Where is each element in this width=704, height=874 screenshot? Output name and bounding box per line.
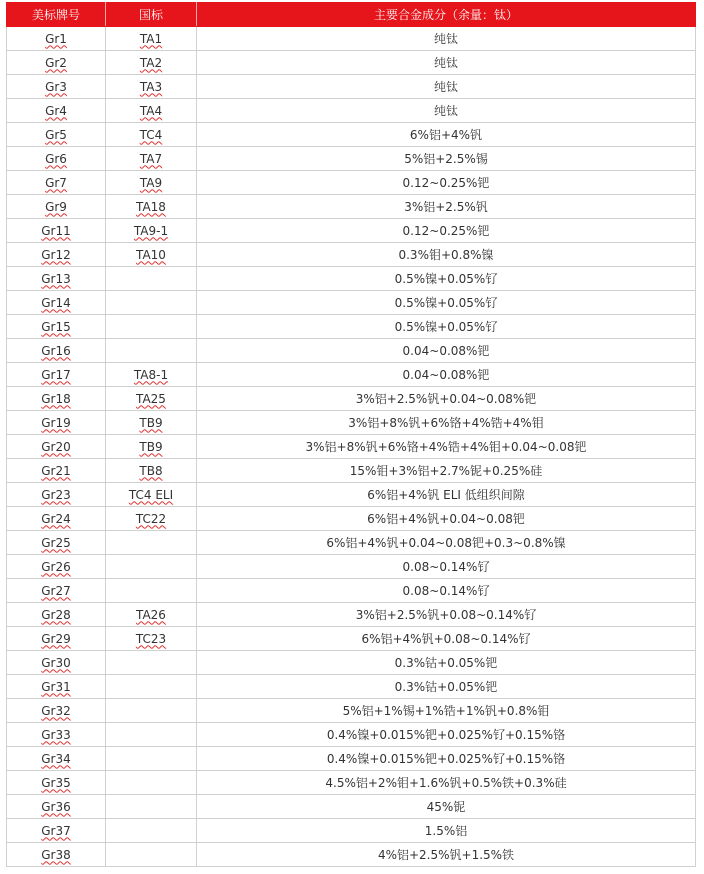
composition-cell: 6%铝+4%钒+0.04~0.08钯+0.3~0.8%镍 xyxy=(197,531,696,555)
table-row xyxy=(7,51,696,75)
table-row xyxy=(7,507,696,531)
composition-cell: 0.04~0.08%钯 xyxy=(197,339,696,363)
us-grade-text: Gr1 xyxy=(45,31,67,46)
composition-cell: 0.3%钴+0.05%钯 xyxy=(197,675,696,699)
us-grade-cell xyxy=(7,291,106,315)
cn-standard-text: TB9 xyxy=(139,415,163,430)
us-grade-cell xyxy=(7,651,106,675)
us-grade-cell xyxy=(7,219,106,243)
header-composition: 主要合金成分（余量：钛） xyxy=(197,3,696,27)
us-grade-text: Gr9 xyxy=(45,199,67,214)
composition-cell: 纯钛 xyxy=(197,51,696,75)
cn-standard-cell xyxy=(106,123,197,147)
cn-standard-text: TC4 xyxy=(139,127,163,142)
us-grade-text: Gr28 xyxy=(41,607,71,622)
cn-standard-cell xyxy=(106,291,197,315)
us-grade-cell xyxy=(7,339,106,363)
cn-standard-text: TA1 xyxy=(139,31,163,46)
composition-cell: 3%铝+2.5%钒+0.04~0.08%钯 xyxy=(197,387,696,411)
table-row xyxy=(7,603,696,627)
us-grade-text: Gr37 xyxy=(41,823,71,838)
table-row xyxy=(7,795,696,819)
table-row xyxy=(7,99,696,123)
cn-standard-cell xyxy=(106,219,197,243)
us-grade-text: Gr25 xyxy=(41,535,71,550)
table-row xyxy=(7,771,696,795)
us-grade-cell xyxy=(7,555,106,579)
composition-cell: 3%铝+8%钒+6%铬+4%锆+4%钼 xyxy=(197,411,696,435)
cn-standard-cell xyxy=(106,603,197,627)
table-row xyxy=(7,27,696,51)
us-grade-text: Gr34 xyxy=(41,751,71,766)
us-grade-text: Gr7 xyxy=(45,175,67,190)
table-row xyxy=(7,171,696,195)
cn-standard-cell xyxy=(106,555,197,579)
table-row xyxy=(7,435,696,459)
us-grade-text: Gr24 xyxy=(41,511,71,526)
us-grade-text: Gr35 xyxy=(41,775,71,790)
header-row xyxy=(7,3,696,27)
us-grade-text: Gr29 xyxy=(41,631,71,646)
cn-standard-text: TC22 xyxy=(135,511,167,526)
grade-table-container xyxy=(6,2,695,867)
composition-cell: 6%铝+4%钒 ELI 低组织间隙 xyxy=(197,483,696,507)
us-grade-text: Gr30 xyxy=(41,655,71,670)
cn-standard-text: TA18 xyxy=(136,199,166,214)
us-grade-text: Gr15 xyxy=(41,319,71,334)
us-grade-cell xyxy=(7,51,106,75)
table-row xyxy=(7,651,696,675)
us-grade-cell xyxy=(7,699,106,723)
us-grade-cell xyxy=(7,411,106,435)
us-grade-cell xyxy=(7,315,106,339)
cn-standard-text: TA9-1 xyxy=(133,223,169,238)
cn-standard-text: TC4 ELI xyxy=(128,487,174,502)
table-row xyxy=(7,339,696,363)
us-grade-cell xyxy=(7,843,106,867)
table-row xyxy=(7,195,696,219)
cn-standard-cell xyxy=(106,675,197,699)
composition-cell: 3%铝+2.5%钒 xyxy=(197,195,696,219)
us-grade-cell xyxy=(7,507,106,531)
table-row xyxy=(7,531,696,555)
table-row xyxy=(7,483,696,507)
table-row xyxy=(7,555,696,579)
cn-standard-cell xyxy=(106,507,197,531)
composition-cell: 15%钼+3%铝+2.7%铌+0.25%硅 xyxy=(197,459,696,483)
us-grade-cell xyxy=(7,147,106,171)
composition-cell: 0.4%镍+0.015%钯+0.025%钌+0.15%铬 xyxy=(197,747,696,771)
us-grade-cell xyxy=(7,387,106,411)
titanium-grade-table xyxy=(6,2,696,867)
composition-cell: 45%铌 xyxy=(197,795,696,819)
us-grade-cell xyxy=(7,123,106,147)
cn-standard-cell xyxy=(106,435,197,459)
cn-standard-text: TA8-1 xyxy=(133,367,169,382)
composition-cell: 1.5%铝 xyxy=(197,819,696,843)
composition-cell: 纯钛 xyxy=(197,75,696,99)
cn-standard-cell xyxy=(106,747,197,771)
us-grade-text: Gr6 xyxy=(45,151,67,166)
us-grade-text: Gr26 xyxy=(41,559,71,574)
composition-cell: 0.12~0.25%钯 xyxy=(197,219,696,243)
cn-standard-cell xyxy=(106,171,197,195)
table-row xyxy=(7,267,696,291)
composition-cell: 5%铝+1%锡+1%锆+1%钒+0.8%钼 xyxy=(197,699,696,723)
composition-cell: 0.04~0.08%钯 xyxy=(197,363,696,387)
cn-standard-cell xyxy=(106,147,197,171)
composition-cell: 4.5%铝+2%钼+1.6%钒+0.5%铁+0.3%硅 xyxy=(197,771,696,795)
us-grade-cell xyxy=(7,243,106,267)
us-grade-cell xyxy=(7,459,106,483)
us-grade-cell xyxy=(7,627,106,651)
us-grade-text: Gr18 xyxy=(41,391,71,406)
table-row xyxy=(7,123,696,147)
cn-standard-cell xyxy=(106,699,197,723)
cn-standard-text: TB8 xyxy=(139,463,163,478)
composition-cell: 6%铝+4%钒 xyxy=(197,123,696,147)
cn-standard-text: TA2 xyxy=(139,55,163,70)
table-row xyxy=(7,387,696,411)
cn-standard-cell xyxy=(106,579,197,603)
us-grade-text: Gr32 xyxy=(41,703,71,718)
us-grade-text: Gr36 xyxy=(41,799,71,814)
table-row xyxy=(7,723,696,747)
table-row xyxy=(7,579,696,603)
us-grade-cell xyxy=(7,675,106,699)
cn-standard-cell xyxy=(106,51,197,75)
us-grade-cell xyxy=(7,171,106,195)
composition-cell: 0.3%钼+0.8%镍 xyxy=(197,243,696,267)
us-grade-cell xyxy=(7,795,106,819)
table-row xyxy=(7,147,696,171)
cn-standard-cell xyxy=(106,651,197,675)
composition-cell: 0.5%镍+0.05%钌 xyxy=(197,315,696,339)
cn-standard-cell xyxy=(106,339,197,363)
cn-standard-cell xyxy=(106,267,197,291)
cn-standard-cell xyxy=(106,99,197,123)
us-grade-cell xyxy=(7,603,106,627)
table-header xyxy=(7,3,696,27)
cn-standard-cell xyxy=(106,411,197,435)
table-row xyxy=(7,411,696,435)
table-row xyxy=(7,627,696,651)
us-grade-cell xyxy=(7,819,106,843)
cn-standard-cell xyxy=(106,819,197,843)
us-grade-text: Gr31 xyxy=(41,679,71,694)
us-grade-cell xyxy=(7,27,106,51)
us-grade-cell xyxy=(7,267,106,291)
composition-cell: 0.4%镍+0.015%钯+0.025%钌+0.15%铬 xyxy=(197,723,696,747)
us-grade-cell xyxy=(7,747,106,771)
composition-cell: 3%铝+8%钒+6%铬+4%锆+4%钼+0.04~0.08钯 xyxy=(197,435,696,459)
us-grade-text: Gr14 xyxy=(41,295,71,310)
table-row xyxy=(7,699,696,723)
table-row xyxy=(7,675,696,699)
us-grade-text: Gr20 xyxy=(41,439,71,454)
cn-standard-cell xyxy=(106,315,197,339)
table-row xyxy=(7,747,696,771)
us-grade-text: Gr13 xyxy=(41,271,71,286)
cn-standard-text: TA26 xyxy=(136,607,166,622)
us-grade-cell xyxy=(7,723,106,747)
us-grade-text: Gr12 xyxy=(41,247,71,262)
table-row xyxy=(7,363,696,387)
us-grade-cell xyxy=(7,579,106,603)
composition-cell: 6%铝+4%钒+0.08~0.14%钌 xyxy=(197,627,696,651)
composition-cell: 0.08~0.14%钌 xyxy=(197,555,696,579)
cn-standard-cell xyxy=(106,843,197,867)
header-us-grade: 美标牌号 xyxy=(7,3,106,27)
composition-cell: 0.5%镍+0.05%钌 xyxy=(197,291,696,315)
cn-standard-cell xyxy=(106,363,197,387)
cn-standard-cell xyxy=(106,723,197,747)
us-grade-cell xyxy=(7,531,106,555)
table-row xyxy=(7,219,696,243)
table-row xyxy=(7,819,696,843)
us-grade-text: Gr5 xyxy=(45,127,67,142)
composition-cell: 纯钛 xyxy=(197,99,696,123)
us-grade-cell xyxy=(7,363,106,387)
us-grade-cell xyxy=(7,75,106,99)
us-grade-cell xyxy=(7,99,106,123)
composition-cell: 0.12~0.25%钯 xyxy=(197,171,696,195)
cn-standard-text: TA3 xyxy=(139,79,163,94)
us-grade-text: Gr33 xyxy=(41,727,71,742)
us-grade-text: Gr21 xyxy=(41,463,71,478)
us-grade-text: Gr3 xyxy=(45,79,67,94)
composition-cell: 6%铝+4%钒+0.04~0.08钯 xyxy=(197,507,696,531)
cn-standard-cell xyxy=(106,459,197,483)
cn-standard-cell xyxy=(106,387,197,411)
cn-standard-cell xyxy=(106,243,197,267)
cn-standard-text: TA7 xyxy=(139,151,163,166)
cn-standard-cell xyxy=(106,27,197,51)
cn-standard-cell xyxy=(106,531,197,555)
table-row xyxy=(7,291,696,315)
composition-cell: 纯钛 xyxy=(197,27,696,51)
cn-standard-text: TA25 xyxy=(136,391,166,406)
table-row xyxy=(7,459,696,483)
cn-standard-text: TC23 xyxy=(135,631,167,646)
us-grade-text: Gr4 xyxy=(45,103,67,118)
cn-standard-cell xyxy=(106,195,197,219)
table-row xyxy=(7,75,696,99)
us-grade-text: Gr23 xyxy=(41,487,71,502)
us-grade-text: Gr27 xyxy=(41,583,71,598)
cn-standard-cell xyxy=(106,795,197,819)
us-grade-cell xyxy=(7,195,106,219)
cn-standard-text: TB9 xyxy=(139,439,163,454)
us-grade-text: Gr17 xyxy=(41,367,71,382)
us-grade-text: Gr38 xyxy=(41,847,71,862)
us-grade-text: Gr19 xyxy=(41,415,71,430)
composition-cell: 4%铝+2.5%钒+1.5%铁 xyxy=(197,843,696,867)
cn-standard-cell xyxy=(106,75,197,99)
us-grade-cell xyxy=(7,483,106,507)
composition-cell: 5%铝+2.5%锡 xyxy=(197,147,696,171)
table-row xyxy=(7,843,696,867)
cn-standard-cell xyxy=(106,627,197,651)
cn-standard-text: TA10 xyxy=(136,247,166,262)
cn-standard-text: TA9 xyxy=(139,175,163,190)
cn-standard-cell xyxy=(106,483,197,507)
table-body xyxy=(7,27,696,867)
us-grade-text: Gr11 xyxy=(41,223,71,238)
composition-cell: 0.5%镍+0.05%钌 xyxy=(197,267,696,291)
us-grade-text: Gr16 xyxy=(41,343,71,358)
table-row xyxy=(7,243,696,267)
cn-standard-text: TA4 xyxy=(139,103,163,118)
table-row xyxy=(7,315,696,339)
us-grade-cell xyxy=(7,435,106,459)
us-grade-text: Gr2 xyxy=(45,55,67,70)
composition-cell: 0.3%钴+0.05%钯 xyxy=(197,651,696,675)
cn-standard-cell xyxy=(106,771,197,795)
us-grade-cell xyxy=(7,771,106,795)
composition-cell: 3%铝+2.5%钒+0.08~0.14%钌 xyxy=(197,603,696,627)
composition-cell: 0.08~0.14%钌 xyxy=(197,579,696,603)
header-cn-standard: 国标 xyxy=(106,3,197,27)
